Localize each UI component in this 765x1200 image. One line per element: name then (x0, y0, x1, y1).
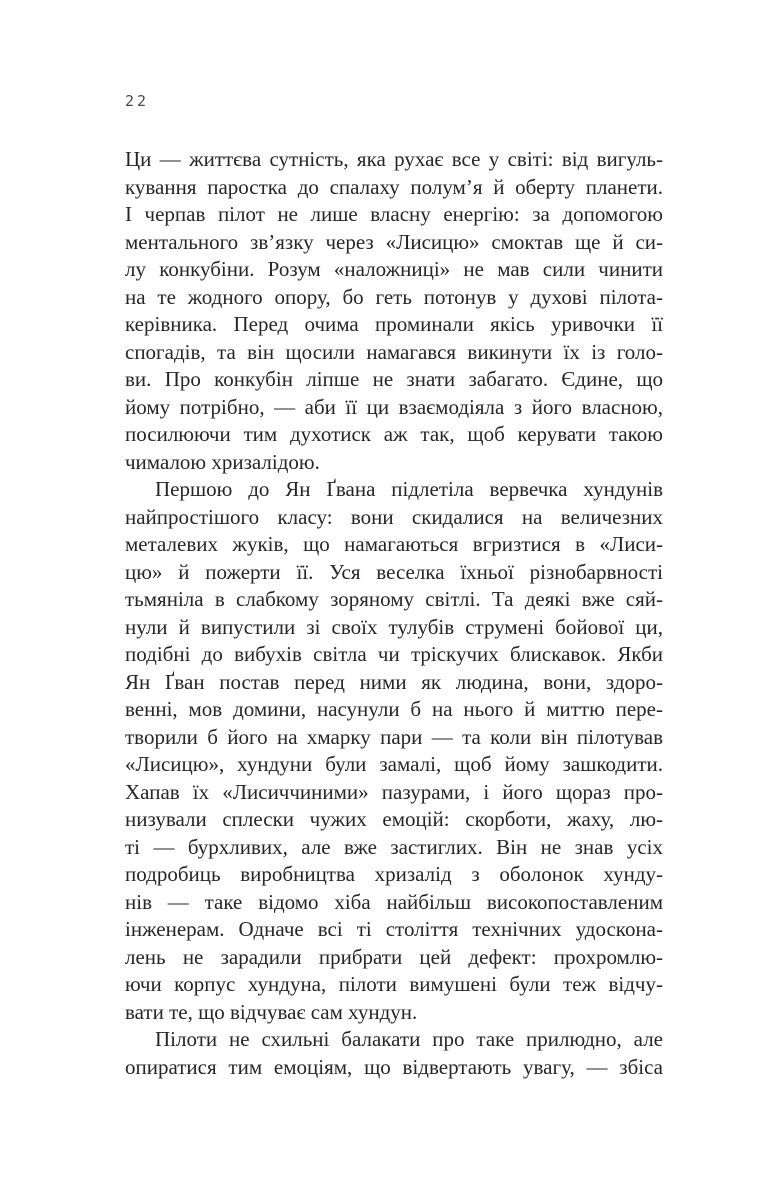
text-line: цю» й пожерти її. Уся веселка їхньої різнобарвності (125, 559, 663, 584)
text-line: посилюючи тим духотиск аж так, щоб керувати такою (125, 422, 663, 446)
text-line: металевих жуків, що намагаються вгризтися в «Лиси- (125, 532, 663, 556)
text-line: вати те, що відчуває сам хундун. (125, 999, 418, 1024)
text-line: керівника. Перед очима проминали якісь уривочки її (125, 312, 663, 336)
text-line: ючи корпус хундуна, пілоти вимушені були теж відчу- (125, 972, 663, 996)
text-line: чималою хризалідою. (125, 449, 320, 474)
text-line: подібні до вибухів світла чи тріскучих блискавок. Якби (125, 642, 663, 666)
text-line: Пілоти не схильні балакати про таке прилюдно, але (155, 1027, 663, 1051)
text-line: ті — бурхливих, але вже застиглих. Він не знав усіх (125, 834, 663, 859)
text-line: тьмяніла в слабкому зоряному світлі. Та деякі вже сяй- (125, 587, 663, 611)
text-line: «Лисицю», хундуни були замалі, щоб йому зашкодити. (125, 752, 663, 776)
text-line: лу конкубіни. Розум «наложниці» не мав сили чинити (125, 257, 663, 281)
text-line: ментального зв’язку через «Лисицю» смоктав ще й си- (125, 229, 663, 254)
text-line: Першою до Ян Ґвана підлетіла вервечка хундунів (155, 477, 663, 501)
text-line: інженерам. Одначе всі ті століття технічних удоскона- (125, 917, 663, 941)
text-line: лень не зарадили прибрати цей дефект: прохромлю- (125, 944, 663, 969)
text-line: Ци — життєва сутність, яка рухає все у світі: від вигуль- (125, 147, 663, 171)
text-line: Хапав їх «Лисиччиними» пазурами, і його щораз про- (125, 779, 663, 804)
text-line: низували сплески чужих емоцій: скорботи, жаху, лю- (125, 807, 663, 831)
text-line: нули й випустили зі своїх тулубів струмені бойової ци, (125, 614, 663, 639)
text-line: йому потрібно, — аби її ци взаємодіяла з його власною, (125, 394, 663, 419)
text-line: нів — таке відомо хіба найбільш високопоставленим (125, 889, 663, 914)
text-line: опиратися тим емоціям, що відвертають увагу, — збіса (125, 1054, 663, 1079)
text-line: венні, мов домини, насунули б на нього й миттю пере- (125, 697, 663, 721)
text-line: творили б його на хмарку пари — та коли він пілотував (125, 724, 663, 749)
text-line: найпростішого класу: вони скидалися на величезних (125, 504, 663, 529)
text-line: ви. Про конкубін ліпше не знати забагато. Єдине, що (125, 367, 663, 391)
text-line: Ян Ґван постав перед ними як людина, вони, здоро- (125, 669, 663, 694)
page-number: 22 (125, 92, 150, 110)
body-text (125, 146, 663, 1081)
text-line: спогадів, та він щосили намагався викинути їх із голо- (125, 339, 663, 364)
text-line: подробиць виробництва хризалід з оболонок хунду- (125, 862, 663, 886)
text-line: на те жодного опору, бо геть потонув у духові пілота- (125, 284, 663, 309)
text-line: І черпав пілот не лише власну енергію: за допомогою (125, 202, 663, 226)
text-line: кування паростка до спалаху полум’я й оберту планети. (125, 174, 663, 199)
